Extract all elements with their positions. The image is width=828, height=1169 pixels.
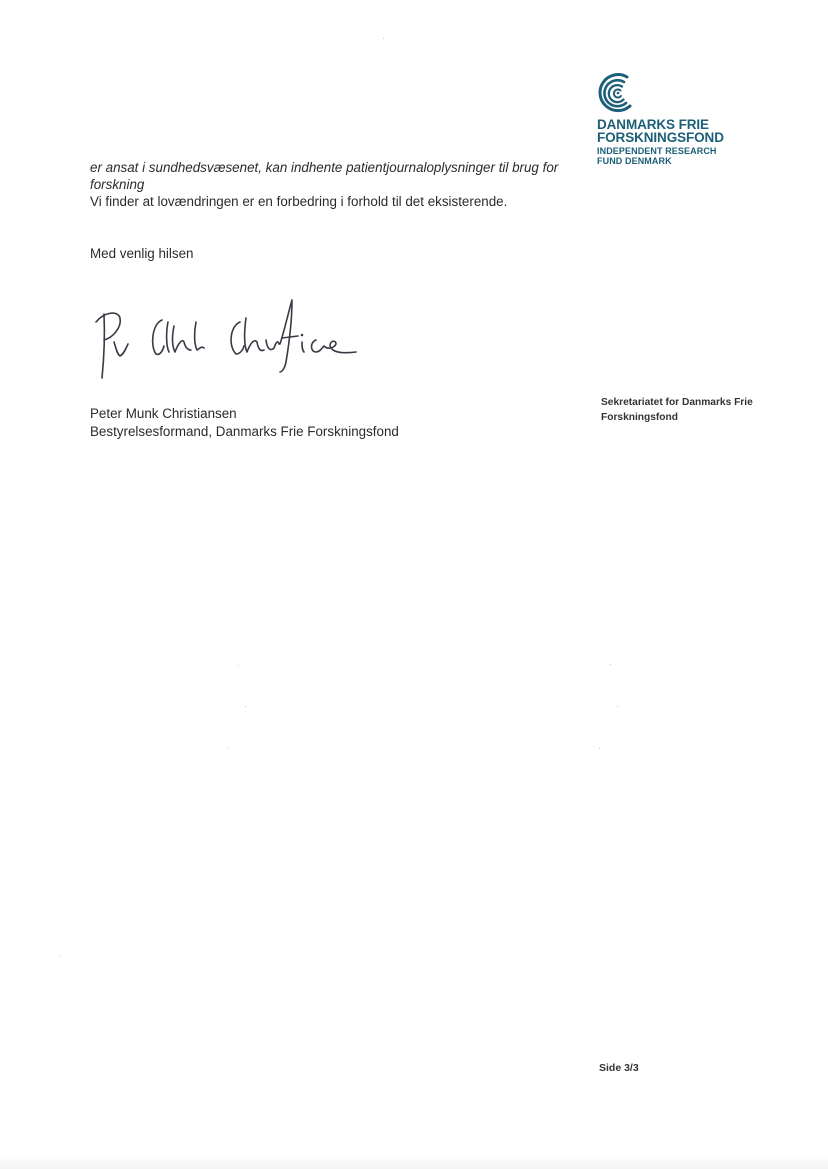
closing-greeting: Med venlig hilsen xyxy=(90,246,194,261)
concentric-circles-logo-icon xyxy=(597,70,637,114)
conclusion-sentence: Vi finder at lovændringen er en forbedring i forhold til det eksisterende. xyxy=(90,194,508,209)
scan-speck xyxy=(617,706,618,707)
scan-speck xyxy=(599,748,600,749)
signer-title: Bestyrelsesformand, Danmarks Frie Forskningsfond xyxy=(90,424,399,439)
scan-speck xyxy=(60,955,61,956)
scan-speck xyxy=(245,706,246,707)
continued-paragraph xyxy=(90,159,570,193)
logo-subtitle xyxy=(597,146,797,166)
signer-name: Peter Munk Christiansen xyxy=(90,406,237,421)
scan-speck xyxy=(238,665,239,666)
scan-speck xyxy=(610,664,611,665)
secretariat-line-2: Forskningsfond xyxy=(601,412,678,423)
dff-logo xyxy=(597,70,797,166)
handwritten-signature xyxy=(90,292,360,384)
scan-edge xyxy=(0,1155,828,1169)
signer-block xyxy=(90,405,399,441)
secretariat-line-1: Sekretariatet for Danmarks Frie xyxy=(601,397,753,408)
logo-name-line2: FORSKNINGSFOND xyxy=(597,130,724,145)
continued-line-2: forskning xyxy=(90,177,145,192)
logo-sub-line2: FUND DENMARK xyxy=(597,156,672,166)
secretariat-address xyxy=(601,395,801,425)
logo-name xyxy=(597,118,797,144)
scan-speck xyxy=(228,748,229,749)
logo-name-line1: DANMARKS FRIE xyxy=(597,117,709,132)
continued-line-1: er ansat i sundhedsvæsenet, kan indhente patientjournaloplysninger til brug for xyxy=(90,160,559,175)
logo-sub-line1: INDEPENDENT RESEARCH xyxy=(597,146,717,156)
page-number: Side 3/3 xyxy=(599,1062,639,1074)
scan-speck xyxy=(383,38,384,39)
